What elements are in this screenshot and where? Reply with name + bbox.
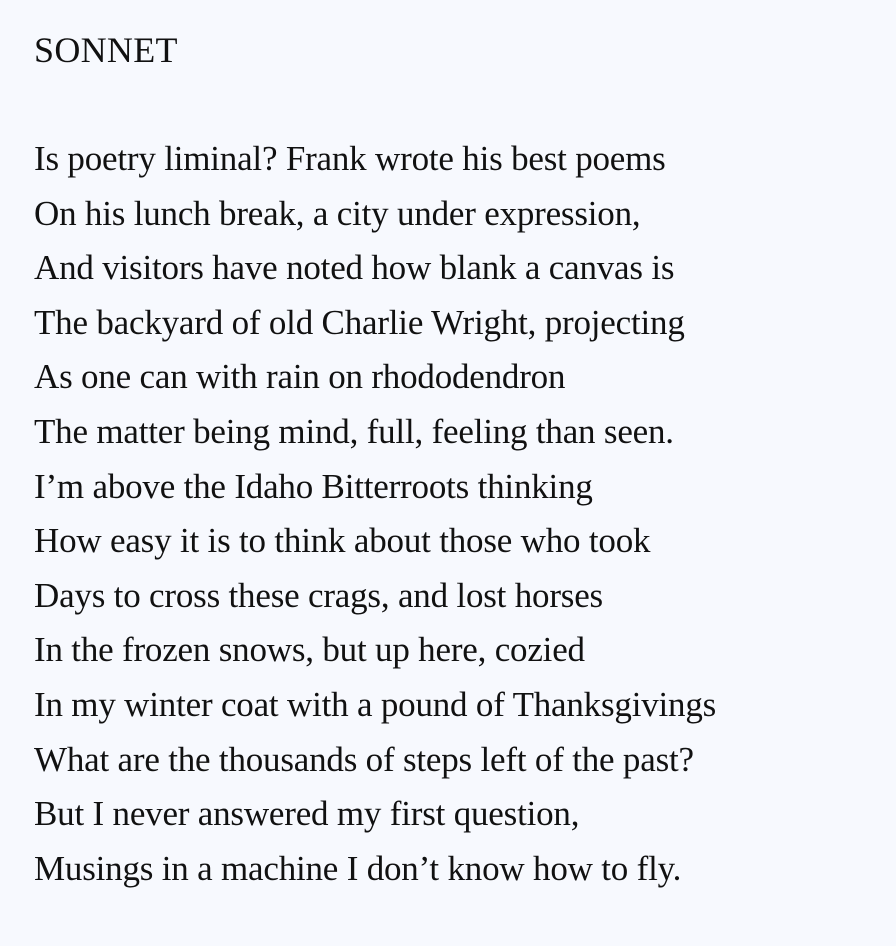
poem-line: I’m above the Idaho Bitterroots thinking (34, 466, 593, 506)
poem-line: And visitors have noted how blank a canvas is (34, 248, 675, 288)
poem-line: In the frozen snows, but up here, cozied (34, 630, 585, 670)
poem-line: As one can with rain on rhododendron (34, 357, 566, 397)
poem-line: In my winter coat with a pound of Thanksgivings (34, 684, 717, 724)
poem-line: Musings in a machine I don’t know how to fly. (34, 848, 682, 888)
poem-line: The matter being mind, full, feeling than seen. (34, 411, 674, 451)
poem-line: What are the thousands of steps left of the past? (34, 739, 694, 779)
poem-title: SONNET (34, 30, 178, 70)
poem-line: The backyard of old Charlie Wright, projecting (34, 302, 685, 342)
poem-body (34, 132, 884, 896)
poem-line: Is poetry liminal? Frank wrote his best poems (34, 139, 666, 178)
poem-line: On his lunch break, a city under expression, (34, 193, 641, 233)
poem-line: But I never answered my first question, (34, 794, 580, 834)
poem-page (34, 26, 884, 896)
poem-line: How easy it is to think about those who took (34, 521, 651, 561)
poem-line: Days to cross these crags, and lost horses (34, 575, 603, 615)
